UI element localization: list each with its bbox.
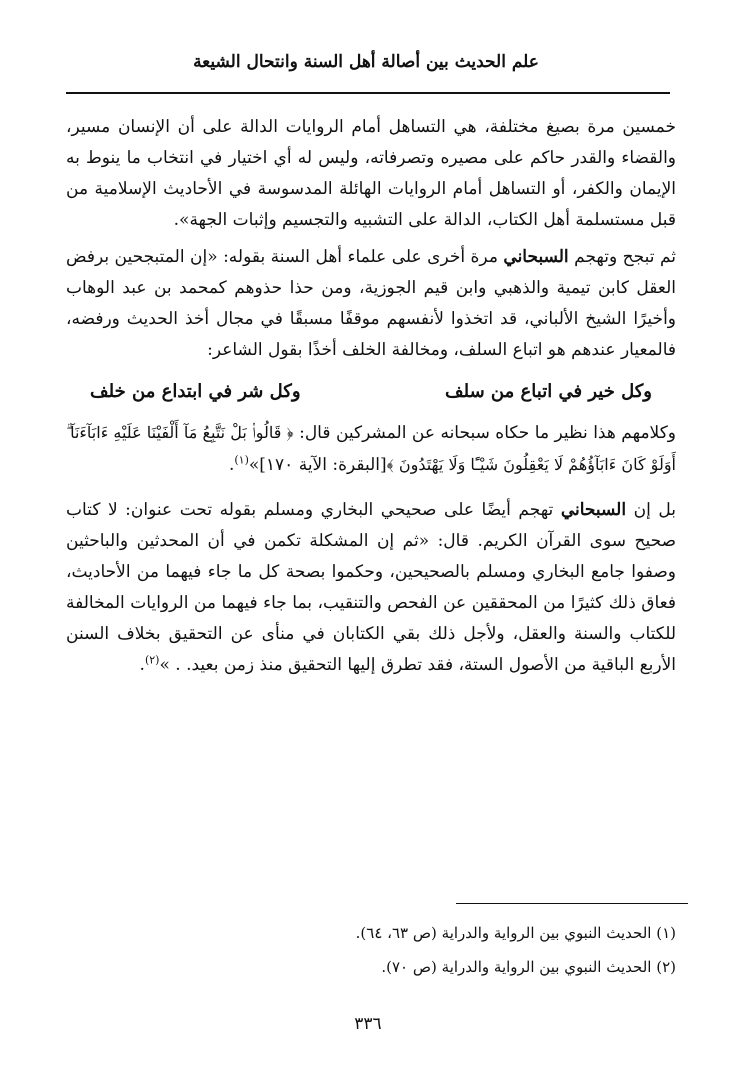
paragraph-3: وكلامهم هذا نظير ما حكاه سبحانه عن المشركين قال: ﴿ قَالُوا۟ بَلْ نَتَّبِعُ مَآ أَلْفَيْنَا عَلَيْهِ ءَابَآءَنَآ ۗ أَوَلَوْ كَانَ ءَابَآؤُهُمْ لَا يَعْقِلُونَ شَيْـًٔا وَلَا يَهْتَدُونَ ﴾[البقرة: الآية ١٧٠]»$^{(١)}$. [66, 423, 676, 475]
poetry-verse [90, 376, 652, 407]
verse-hemistich-left: وكل شر في ابتداع من خلف [90, 381, 301, 402]
paragraph-2-prefix: ثم تبجح وتهجم [568, 247, 676, 267]
footnote-marker-2: (٢) [144, 653, 160, 667]
footnote-1: (١) الحديث النبوي بين الرواية والدراية (ص ٦٣، ٦٤). [355, 924, 676, 942]
paragraph-4-prefix: بل إن [626, 500, 676, 520]
footnote-2: (٢) الحديث النبوي بين الرواية والدراية (ص ٧٠). [381, 958, 676, 976]
paragraph-2-text: مرة أخرى على علماء أهل السنة بقوله: «إن المتبجحين برفض العقل كابن تيمية والذهبي وابن قيم الجوزية، ومن حذا حذوهم كمحمد بن عبد الوهاب وأخيرًا الشيخ الألباني، قد اتخذوا لأنفسهم موقفًا مسبقًا في مجال أخذ الحديث ورفضه، فالمعيار عندهم هو اتباع السلف، ومخالفة الخلف أخذًا بقول الشاعر: [66, 247, 676, 360]
header-rule [66, 92, 670, 94]
footnote-separator [456, 903, 688, 904]
paragraph-4 [66, 495, 676, 681]
paragraph-2 [66, 242, 676, 366]
paragraph-1: خمسين مرة بصيغ مختلفة، هي التساهل أمام الروايات الدالة على أن الإنسان مسير، والقضاء والقدر حاكم على مصيره وتصرفاته، وليس له أي اختيار في انتخاب ما ينوط به الإيمان والكفر، أو التساهل أمام الروايات الهائلة المدسوسة في الأحاديث الإسلامية من قبل مستسلمة أهل الكتاب، الدالة على التشبيه والتجسيم وإثبات الجهة». [66, 117, 676, 230]
page-number: ٣٣٦ [354, 1014, 382, 1034]
footnote-marker-1: (١) [234, 453, 249, 467]
quran-verse: ﴿ قَالُوا۟ بَلْ نَتَّبِعُ مَآ أَلْفَيْنَا عَلَيْهِ ءَابَآءَنَآ ۗ أَوَلَوْ كَانَ ءَابَآؤُهُمْ لَا يَعْقِلُونَ شَيْـًٔا وَلَا يَهْتَدُونَ ﴾ [66, 423, 676, 474]
paragraph-3-text: وكلامهم هذا نظير ما حكاه سبحانه عن المشركين قال: [293, 423, 676, 443]
author-name: السبحاني [560, 500, 627, 520]
paragraph-4-text: تهجم أيضًا على صحيحي البخاري ومسلم بقوله تحت عنوان: لا كتاب صحيح سوى القرآن الكريم. قال: «ثم إن المشكلة تكمن في أن المحدثين والباحثين وصفوا جامع البخاري ومسلم بالصحيحين، وحكموا بصحة كل ما جاء فيهما من الأحاديث، فعاق ذلك كثيرًا من المحققين عن الفحص والتنقيب، بما جاء فيهما من الروايات المخالفة للكتاب والسنة والعقل، ولأجل ذلك بقي الكتابان في منأى عن التحقيق بخلاف السنن الأربع الباقية من الأصول الستة، فقد تطرق إليها التحقيق منذ زمن بعيد. . » [66, 500, 676, 675]
running-header: علم الحديث بين أصالة أهل السنة وانتحال الشيعة [193, 52, 539, 72]
author-name: السبحاني [503, 247, 569, 267]
quran-reference: [البقرة: الآية ١٧٠]» [248, 455, 387, 475]
page-body [66, 112, 676, 687]
paragraph-4-end: . [139, 655, 145, 675]
footnotes [66, 916, 676, 984]
verse-hemistich-right: وكل خير في اتباع من سلف [444, 381, 652, 402]
